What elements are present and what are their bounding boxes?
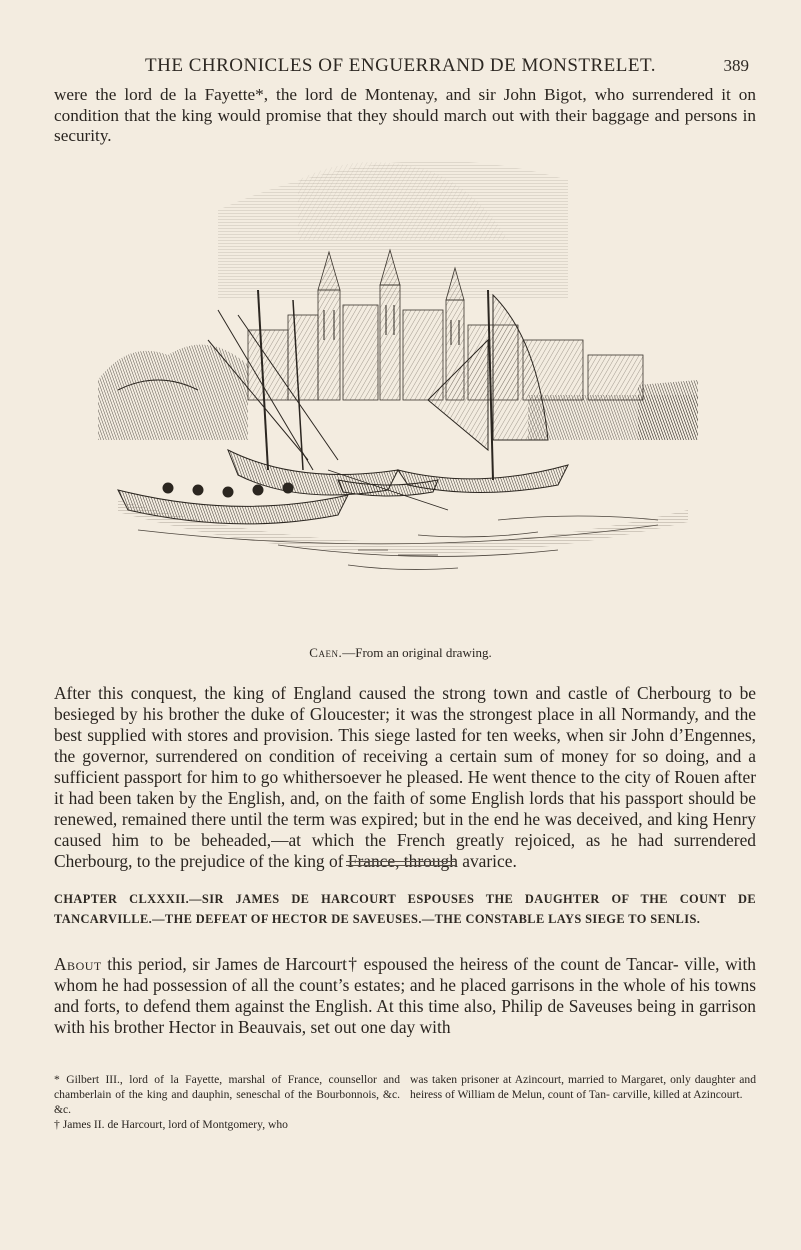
illustration-caption [0,645,801,661]
footnotes [54,1072,756,1132]
footnote-harcourt: † James II. de Harcourt, lord of Montgomery, who [54,1118,288,1131]
footnote-fayette: * Gilbert III., lord of la Fayette, marshal of France, counsellor and chamberlain of the king and dauphin, seneschal of the Bourbonnois, &c. &c. [54,1073,400,1116]
paragraph-harcourt-text: this period, sir James de Harcourt† espoused the heiress of the count de Tancar- ville, with whom he had possession of all the count’s estates; and he placed garrisons in the whole of his towns and forts, to defend them against the English. At this time also, Philip de Saveuses being in garrison with his brother Hector in Beauvais, set out one day with [54,954,756,1037]
footnote-column-right [410,1072,756,1132]
paragraph-continued: were the lord de la Fayette*, the lord de Montenay, and sir John Bigot, who surrendered it on condition that the king would promise that they should march out with their baggage and persons in security. [54,85,756,146]
caption-source: —From an original drawing. [342,645,492,660]
running-head [0,55,801,79]
opening-word: About [54,954,102,974]
section-rule-bottom [346,865,456,866]
chapter-heading: CHAPTER CLXXXII.—SIR JAMES DE HARCOURT ESPOUSES THE DAUGHTER OF THE COUNT DE TANCARVILLE.—THE DEFEAT OF HECTOR DE SAVEUSES.—THE CONSTABLE LAYS SIEGE TO SENLIS. [54,892,756,927]
engraving-caen-harbour [98,140,698,630]
caption-place: Caen. [309,645,343,660]
running-head-title: THE CHRONICLES OF ENGUERRAND DE MONSTRELET. [145,55,656,76]
paragraph-cherbourg: After this conquest, the king of England caused the strong town and castle of Cherbourg to be besieged by his brother the duke of Gloucester; it was the strongest place in all Normandy, and the best supplied with stores and provision. This siege lasted for ten weeks, when sir John d’Engennes, the governor, surrendered on condition of receiving a certain sum of money for so doing, and a sufficient passport for him to go whithersoever he pleased. He went thence to the city of Rouen after it had been taken by the English, and, on the faith of some English lords that his passport should be renewed, remained there until the term was expired; but in the end he was deceived, and king Henry caused him to be beheaded,—at which the French greatly rejoiced, as he had surrendered Cherbourg, to the prejudice of the king of France, through avarice. [54,683,756,871]
section-rule-top [346,861,456,862]
page-number: 389 [723,56,749,75]
paragraph-harcourt [54,954,756,1038]
footnote-continued: was taken prisoner at Azincourt, married to Margaret, only daughter and heiress of William de Melun, count of Tan- carville, killed at Azincourt. [410,1073,756,1101]
footnote-column-left [54,1072,400,1132]
